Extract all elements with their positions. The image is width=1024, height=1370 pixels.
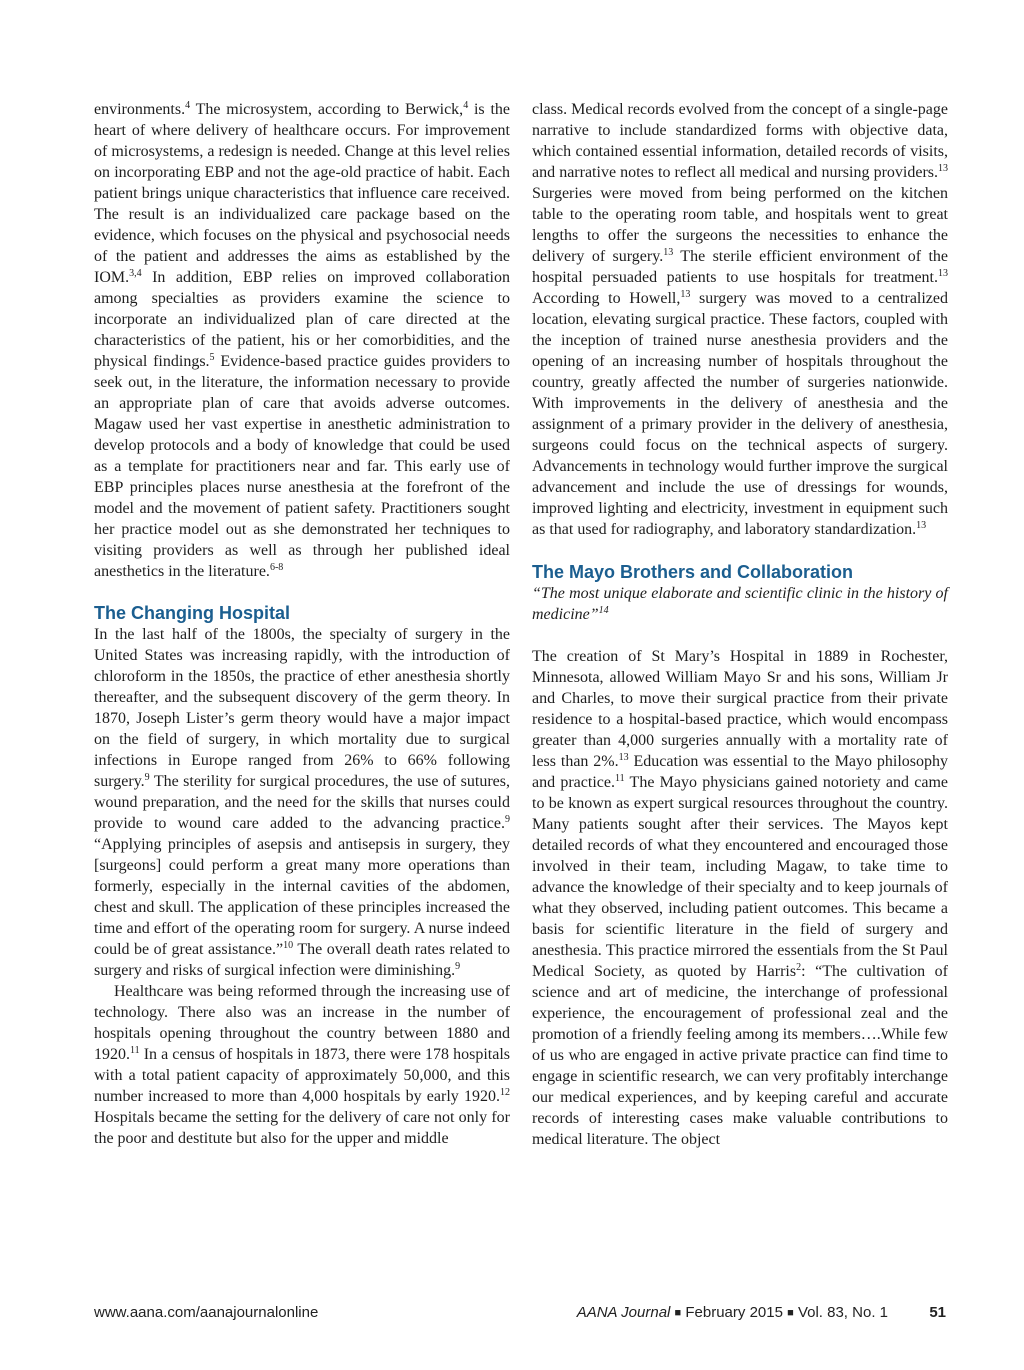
- left-column: [94, 99, 510, 1149]
- journal-citation: [577, 1304, 888, 1321]
- citation: 13: [916, 520, 927, 531]
- bullet-separator: ■: [674, 1307, 682, 1319]
- spacer: [532, 625, 948, 646]
- text-run: Surgeries were moved from being performed on the kitchen table to the operating room table, and hospitals went to great lengths to offer the surgeons the necessities to enhance the delivery of surgery.: [532, 185, 948, 265]
- citation: 9: [455, 961, 461, 972]
- body-paragraph: [94, 624, 510, 981]
- citation: 14: [598, 605, 609, 616]
- citation: 12: [500, 1087, 510, 1098]
- citation: 3,4: [129, 268, 142, 279]
- citation: 2: [796, 962, 802, 973]
- text-run: is the heart of where delivery of healthcare occurs. For improvement of microsystems, a redesign is needed. Change at this level relies on incorporating EBP and not the age-old practice of habit. Each patient brings unique characteristics that influence care received. The result is an individualized care package based on the evidence, which focuses on the physical and psychosocial needs of the patient and addresses the aims as established by the IOM.: [94, 101, 511, 286]
- text-run: environments.: [94, 101, 186, 118]
- citation: 13: [938, 163, 948, 174]
- citation: 13: [938, 268, 948, 279]
- text-run: The sterility for surgical procedures, the use of sutures, wound preparation, and the need for the skills that nurses could provide to wound care added to the advancing practice.: [94, 773, 510, 832]
- text-run: In addition, EBP relies on improved collaboration among specialties as providers examine the science to incorporate an individualized plan of care directed at the characteristics of the patient, his or her comorbidities, and the physical findings.: [94, 269, 510, 370]
- text-run: “Applying principles of asepsis and antisepsis in surgery, they [surgeons] could perform a great many more operations than formerly, especially in the internal cavities of the abdomen, chest and skull. The application of these principles increased the time and effort of the operating room for surgery. A nurse indeed could be of great assistance.”: [94, 836, 510, 958]
- text-run: The microsystem, according to Berwick,: [190, 101, 464, 118]
- citation: 13: [618, 752, 629, 763]
- citation: 13: [663, 247, 674, 258]
- citation: 9: [144, 772, 150, 783]
- text-run: The Mayo physicians gained notoriety and came to be known as expert surgical resources throughout the country. Many patients sought after their services. The Mayos kept detailed records of what they encountered and encouraged those involved in their team, including Magaw, to take time to advance the knowledge of their specialty and to keep journals of what they observed, including patient outcomes. This became a basis for scientific literature in the field of surgery and anesthesia. This practice mirrored the essentials from the St Paul Medical Society, as quoted by Harris: [532, 774, 948, 980]
- text-run: class. Medical records evolved from the concept of a single-page narrative to include standardized forms with objective data, which contained essential information, detailed records of visits, and narrative notes to reflect all medical and nursing providers.: [532, 101, 948, 181]
- journal-url-link[interactable]: www.aana.com/aanajournalonline: [94, 1304, 319, 1321]
- page-footer: [94, 1304, 946, 1326]
- citation: 13: [680, 289, 691, 300]
- text-run: According to Howell,: [532, 290, 681, 307]
- text-run: In the last half of the 1800s, the specialty of surgery in the United States was increasing rapidly, with the introduction of chloroform in the 1850s, the practice of ether anesthesia shortly thereafter, and the subsequent discovery of the germ theory. In 1870, Joseph Lister’s germ theory would have a major impact on the field of surgery, in which mortality due to surgical infections in Europe ranged from 26% to 66% following surgery.: [94, 626, 510, 790]
- citation: 11: [130, 1045, 140, 1056]
- text-run: Hospitals became the setting for the delivery of care not only for the poor and destitute but also for the upper and middle: [94, 1109, 510, 1147]
- right-column: [532, 99, 948, 1150]
- section-heading-mayo-brothers: The Mayo Brothers and Collaboration: [532, 562, 854, 582]
- text-run: In a census of hospitals in 1873, there were 178 hospitals with a total patient capacity of approximately 50,000, and this number increased to more than 4,000 hospitals by early 1920.: [94, 1046, 510, 1105]
- text-run: Education was essential to the Mayo philosophy and practice.: [532, 753, 949, 791]
- citation: 6-8: [269, 562, 284, 573]
- text-run: surgery was moved to a centralized location, elevating surgical practice. These factors, coupled with the inception of trained nurse anesthesia providers and the opening of an increasing number of hospitals throughout the country, greatly affected the number of surgeries nationwide. With improvements in the delivery of anesthesia and the assignment of a primary provider in the delivery of anesthesia, surgeons could focus on the technical aspects of surgery. Advancements in technology would further improve the surgical advancement and include the use of dressings for wounds, improved lighting and electricity, investment in equipment such as that used for radiography, and laboratory standardization.: [532, 290, 949, 538]
- citation: 9: [505, 814, 510, 825]
- text-run: The overall death rates related to surgery and risks of surgical infection were diminishing.: [94, 941, 511, 979]
- text-run: Healthcare was being reformed through the increasing use of technology. There also was an increase in the number of hospitals opening throughout the country between 1880 and 1920.: [94, 983, 510, 1063]
- body-paragraph: [532, 99, 948, 540]
- text-run: Evidence-based practice guides providers to seek out, in the literature, the information necessary to provide an appropriate plan of care that avoids adverse outcomes. Magaw used her vast expertise in anesthetic administration to develop protocols and a body of knowledge that could be used as a template for practitioners near and far. This early use of EBP principles places nurse anesthesia at the forefront of the model and the movement of patient safety. Practitioners sought her practice model out as she demonstrated her techniques to visiting providers as well as through her published ideal anesthetics in the literature.: [94, 353, 510, 580]
- citation: 5: [209, 352, 215, 363]
- text-run: : “The cultivation of science and art of medicine, the interchange of professional experience, the encouragement of professional zeal and the promotion of a friendly feeling among its members….While few of us who are engaged in active private practice can find time to engage in scientific research, we can very profitably interchange our medical experiences, and by keeping careful and accurate records of interesting cases make valuable contributions to medical literature. The object: [532, 963, 949, 1148]
- text-run: The creation of St Mary’s Hospital in 1889 in Rochester, Minnesota, allowed William Mayo Sr and his sons, William Jr and Charles, to move their surgical practice from their private residence to a hospital-based practice, which would encompass greater than 4,000 surgeries annually with a mortality rate of less than 2%.: [532, 648, 948, 770]
- bullet-separator: ■: [787, 1307, 794, 1319]
- citation: 10: [283, 940, 294, 951]
- text-run: “The most unique elaborate and scientific clinic in the history of medicine”: [532, 585, 948, 623]
- page-number: 51: [929, 1304, 946, 1321]
- body-paragraph: [532, 646, 948, 1150]
- text-run: The sterile efficient environment of the hospital persuaded patients to use hospitals for treatment.: [532, 248, 948, 286]
- citation: 11: [614, 773, 625, 784]
- volume-number: Vol. 83, No. 1: [797, 1304, 888, 1321]
- section-heading-changing-hospital: The Changing Hospital: [94, 603, 290, 623]
- epigraph-quote: [532, 583, 948, 625]
- citation: 4: [463, 100, 469, 111]
- journal-name: AANA Journal: [576, 1304, 671, 1321]
- body-paragraph: [94, 981, 510, 1149]
- body-paragraph: [94, 99, 510, 582]
- issue-date: February 2015: [685, 1304, 783, 1321]
- citation: 4: [185, 100, 191, 111]
